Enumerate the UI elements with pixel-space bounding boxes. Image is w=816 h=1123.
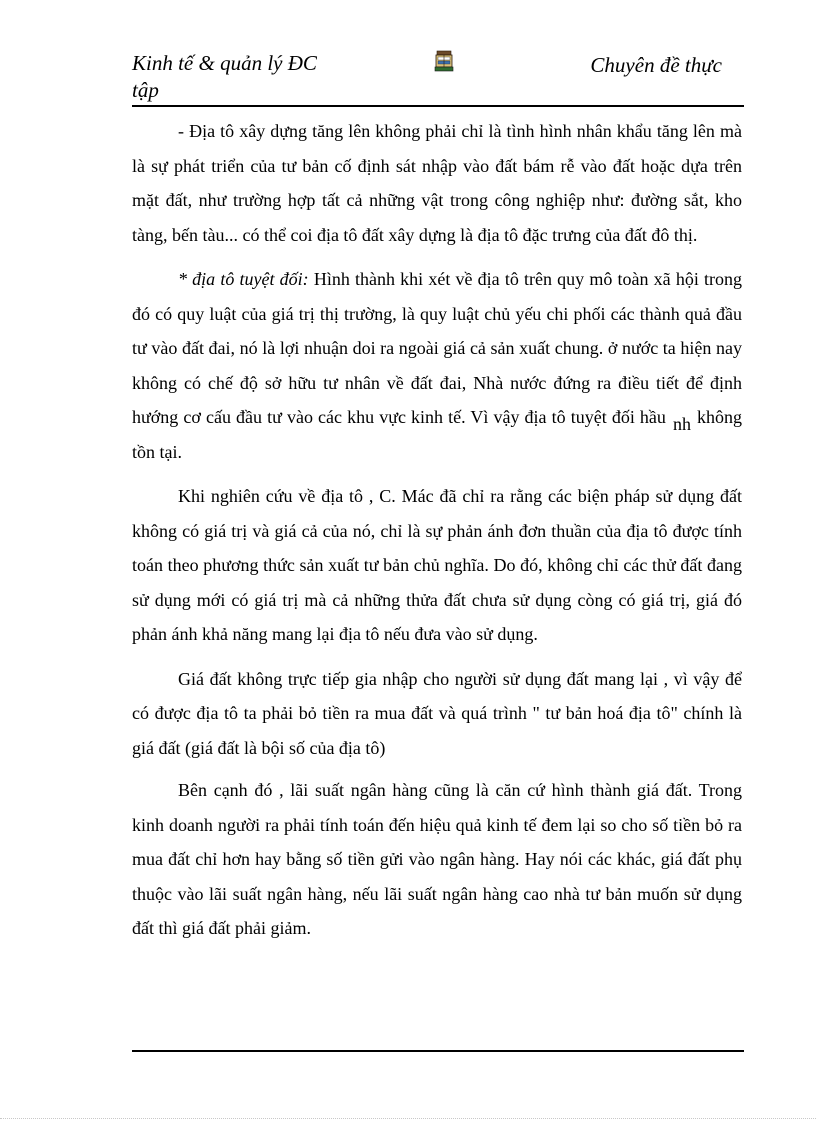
paragraph-2-text: Hình thành khi xét về địa tô trên quy mô toàn xã hội trong đó có quy luật của giá trị thị trường, là quy luật chủ yếu chi phối các thành quả đầu tư vào đất đai, nó là lợi nhuận doi ra ngoài giá cả sản xuất chung. ở nước ta hiện nay không có chế độ sở hữu tư nhân về đất đai, Nhà nước đứng ra điều tiết để định hướng cơ cấu đầu tư vào các khu vực kinh tế. Vì vậy địa tô tuyệt đối hầu — [132, 269, 742, 427]
book-logo-icon — [434, 50, 454, 72]
paragraph-4 — [132, 662, 742, 766]
header-left-line1: Kinh tế & quản lý ĐC — [132, 51, 317, 75]
header-left-line2: tập — [132, 78, 159, 102]
paragraph-2-tail: không tồn tại. — [132, 407, 742, 462]
paragraph-2-subscript: nh — [673, 414, 691, 434]
header-left-title — [132, 50, 362, 104]
paragraph-1-text: - Địa tô xây dựng tăng lên không phải chỉ là tình hình nhân khẩu tăng lên mà là sự phát triển của tư bản cố định sát nhập vào đất bám rễ vào đất hoặc dựa trên mặt đất, như trường hợp tất cả những vật trong công nghiệp như: đường sắt, kho tàng, bến tàu... có thể coi địa tô đất xây dựng là địa tô đặc trưng của đất đô thị. — [132, 121, 742, 245]
page-header — [132, 50, 744, 106]
paragraph-2-lead: * địa tô tuyệt đối: — [178, 269, 309, 289]
document-body — [132, 114, 742, 956]
footer-divider — [132, 1050, 744, 1052]
header-right-title: Chuyên đề thực — [590, 53, 722, 77]
paragraph-5 — [132, 773, 742, 946]
paragraph-3 — [132, 479, 742, 652]
paragraph-3-text: Khi nghiên cứu về địa tô , C. Mác đã chỉ ra rằng các biện pháp sử dụng đất không có giá trị và giá cả của nó, chỉ là sự phản ánh đơn thuần của địa tô được tính toán theo phương thức sản xuất tư bản chủ nghĩa. Do đó, không chỉ các thử đất đang sử dụng mới có giá trị mà cả những thửa đất chưa sử dụng còng có giá trị, giá đó phản ánh khả năng mang lại địa tô nếu đưa vào sử dụng. — [132, 486, 742, 644]
paragraph-1 — [132, 114, 742, 252]
paragraph-2 — [132, 262, 742, 469]
paragraph-5-text: Bên cạnh đó , lãi suất ngân hàng cũng là căn cứ hình thành giá đất. Trong kinh doanh người ra phải tính toán đến hiệu quả kinh tế đem lại so cho số tiền bỏ ra mua đất chỉ hơn hay bằng số tiền gửi vào ngân hàng. Hay nói các khác, giá đất phụ thuộc vào lãi suất ngân hàng, nếu lãi suất ngân hàng cao nhà tư bản muốn sử dụng đất thì giá đất phải giảm. — [132, 780, 742, 938]
paragraph-4-text: Giá đất không trực tiếp gia nhập cho người sử dụng đất mang lại , vì vậy để có được địa tô ta phải bỏ tiền ra mua đất và quá trình " tư bản hoá địa tô" chính là giá đất (giá đất là bội số của địa tô) — [132, 668, 742, 758]
header-divider — [132, 105, 744, 107]
page-bottom-edge — [0, 1118, 816, 1119]
